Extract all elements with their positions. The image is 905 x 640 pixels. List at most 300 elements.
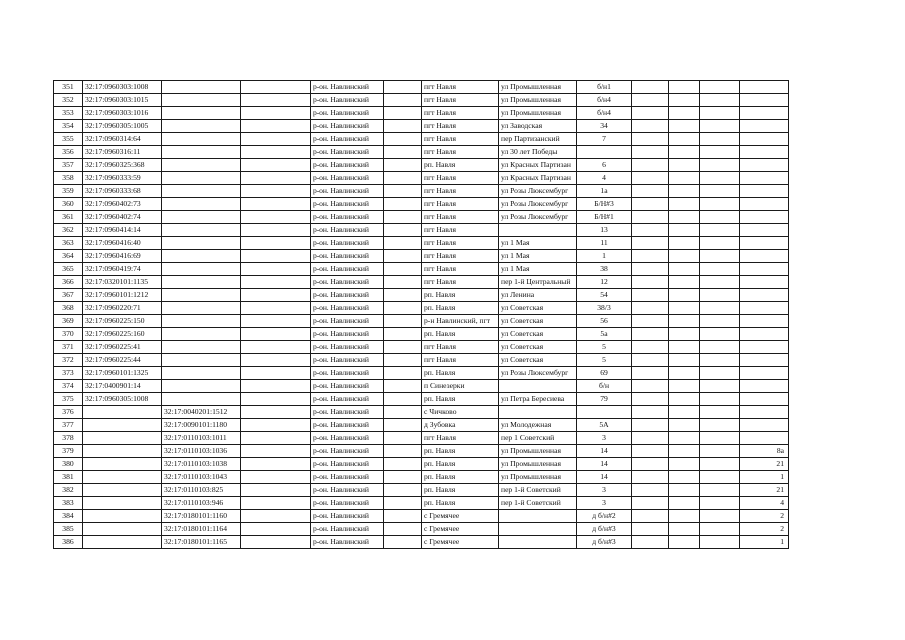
locality-cell: рп. Навля — [422, 497, 499, 510]
empty-cell — [669, 81, 700, 94]
empty-cell — [384, 302, 422, 315]
empty-cell — [241, 367, 311, 380]
house-number-cell: 5а — [577, 328, 632, 341]
empty-cell — [632, 81, 669, 94]
cadastral-number-cell: 32:17:0960314:64 — [83, 133, 162, 146]
row-number-cell: 372 — [54, 354, 83, 367]
apartment-number-cell — [740, 198, 789, 211]
locality-cell: рп. Навля — [422, 393, 499, 406]
row-number-cell: 353 — [54, 107, 83, 120]
district-cell: р-он. Навлинский — [311, 536, 384, 549]
empty-cell — [669, 523, 700, 536]
empty-cell — [384, 172, 422, 185]
cadastral-number-cell — [83, 419, 162, 432]
cadastral-number-alt-cell — [162, 133, 241, 146]
cadastral-number-cell: 32:17:0960333:68 — [83, 185, 162, 198]
empty-cell — [669, 263, 700, 276]
empty-cell — [700, 198, 740, 211]
empty-cell — [384, 94, 422, 107]
apartment-number-cell — [740, 81, 789, 94]
empty-cell — [632, 497, 669, 510]
district-cell: р-он. Навлинский — [311, 432, 384, 445]
apartment-number-cell — [740, 120, 789, 133]
empty-cell — [384, 406, 422, 419]
district-cell: р-он. Навлинский — [311, 302, 384, 315]
empty-cell — [700, 484, 740, 497]
table-row — [54, 432, 789, 445]
table-row — [54, 471, 789, 484]
empty-cell — [384, 458, 422, 471]
locality-cell: пгт Навля — [422, 250, 499, 263]
empty-cell — [700, 107, 740, 120]
empty-cell — [384, 250, 422, 263]
empty-cell — [632, 341, 669, 354]
house-number-cell: б/н4 — [577, 107, 632, 120]
empty-cell — [700, 328, 740, 341]
table-row — [54, 133, 789, 146]
empty-cell — [669, 510, 700, 523]
empty-cell — [669, 107, 700, 120]
empty-cell — [632, 432, 669, 445]
empty-cell — [241, 419, 311, 432]
street-cell: ул 30 лет Победы — [499, 146, 577, 159]
locality-cell: пгт Навля — [422, 94, 499, 107]
house-number-cell: 14 — [577, 471, 632, 484]
apartment-number-cell — [740, 211, 789, 224]
empty-cell — [241, 536, 311, 549]
table-row — [54, 315, 789, 328]
row-number-cell: 355 — [54, 133, 83, 146]
cadastral-number-cell — [83, 445, 162, 458]
street-cell — [499, 380, 577, 393]
cadastral-number-cell: 32:17:0960303:1016 — [83, 107, 162, 120]
empty-cell — [700, 419, 740, 432]
empty-cell — [384, 237, 422, 250]
empty-cell — [384, 445, 422, 458]
cadastral-number-alt-cell — [162, 146, 241, 159]
house-number-cell: 14 — [577, 458, 632, 471]
row-number-cell: 369 — [54, 315, 83, 328]
address-register-sheet — [53, 80, 789, 549]
street-cell: ул Советская — [499, 341, 577, 354]
table-row — [54, 263, 789, 276]
table-row — [54, 159, 789, 172]
empty-cell — [384, 471, 422, 484]
table-row — [54, 237, 789, 250]
locality-cell: рп. Навля — [422, 445, 499, 458]
district-cell: р-он. Навлинский — [311, 315, 384, 328]
empty-cell — [241, 315, 311, 328]
street-cell — [499, 523, 577, 536]
table-body — [54, 81, 789, 549]
apartment-number-cell — [740, 250, 789, 263]
apartment-number-cell — [740, 354, 789, 367]
cadastral-number-alt-cell — [162, 198, 241, 211]
empty-cell — [632, 250, 669, 263]
empty-cell — [632, 523, 669, 536]
empty-cell — [669, 302, 700, 315]
empty-cell — [241, 341, 311, 354]
cadastral-number-alt-cell — [162, 393, 241, 406]
row-number-cell: 361 — [54, 211, 83, 224]
district-cell: р-он. Навлинский — [311, 484, 384, 497]
district-cell: р-он. Навлинский — [311, 172, 384, 185]
row-number-cell: 359 — [54, 185, 83, 198]
street-cell: пер 1-й Советский — [499, 497, 577, 510]
street-cell: ул Промышленная — [499, 471, 577, 484]
empty-cell — [241, 211, 311, 224]
apartment-number-cell: 1 — [740, 536, 789, 549]
locality-cell: пгт Навля — [422, 276, 499, 289]
locality-cell: рп. Навля — [422, 367, 499, 380]
empty-cell — [700, 237, 740, 250]
row-number-cell: 373 — [54, 367, 83, 380]
empty-cell — [700, 146, 740, 159]
cadastral-number-alt-cell: 32:17:0180101:1164 — [162, 523, 241, 536]
cadastral-number-cell: 32:17:0960225:41 — [83, 341, 162, 354]
address-table — [53, 80, 789, 549]
table-row — [54, 380, 789, 393]
house-number-cell: 14 — [577, 445, 632, 458]
cadastral-number-cell: 32:17:0960303:1008 — [83, 81, 162, 94]
empty-cell — [669, 497, 700, 510]
empty-cell — [669, 315, 700, 328]
street-cell: пер 1-й Советский — [499, 484, 577, 497]
cadastral-number-cell: 32:17:0960303:1015 — [83, 94, 162, 107]
house-number-cell: д б/н#3 — [577, 536, 632, 549]
cadastral-number-alt-cell: 32:17:0110103:946 — [162, 497, 241, 510]
empty-cell — [700, 224, 740, 237]
cadastral-number-cell: 32:17:0400901:14 — [83, 380, 162, 393]
empty-cell — [241, 484, 311, 497]
apartment-number-cell — [740, 107, 789, 120]
locality-cell: пгт Навля — [422, 341, 499, 354]
street-cell: ул 1 Мая — [499, 237, 577, 250]
row-number-cell: 383 — [54, 497, 83, 510]
district-cell: р-он. Навлинский — [311, 523, 384, 536]
locality-cell: пгт Навля — [422, 432, 499, 445]
empty-cell — [241, 302, 311, 315]
empty-cell — [700, 380, 740, 393]
empty-cell — [700, 211, 740, 224]
district-cell: р-он. Навлинский — [311, 445, 384, 458]
cadastral-number-alt-cell — [162, 185, 241, 198]
row-number-cell: 370 — [54, 328, 83, 341]
empty-cell — [669, 536, 700, 549]
row-number-cell: 357 — [54, 159, 83, 172]
cadastral-number-cell — [83, 510, 162, 523]
empty-cell — [700, 445, 740, 458]
house-number-cell: 1а — [577, 185, 632, 198]
house-number-cell: 34 — [577, 120, 632, 133]
empty-cell — [632, 380, 669, 393]
street-cell: ул Розы Люксембург — [499, 198, 577, 211]
street-cell: ул Советская — [499, 302, 577, 315]
empty-cell — [241, 445, 311, 458]
street-cell: ул Промышленная — [499, 81, 577, 94]
table-row — [54, 354, 789, 367]
empty-cell — [669, 289, 700, 302]
cadastral-number-alt-cell — [162, 237, 241, 250]
locality-cell: с Гремячее — [422, 523, 499, 536]
empty-cell — [700, 289, 740, 302]
empty-cell — [632, 510, 669, 523]
table-row — [54, 393, 789, 406]
empty-cell — [669, 250, 700, 263]
apartment-number-cell — [740, 185, 789, 198]
row-number-cell: 354 — [54, 120, 83, 133]
empty-cell — [241, 250, 311, 263]
empty-cell — [669, 484, 700, 497]
empty-cell — [700, 393, 740, 406]
district-cell: р-он. Навлинский — [311, 406, 384, 419]
table-row — [54, 276, 789, 289]
empty-cell — [669, 198, 700, 211]
empty-cell — [632, 263, 669, 276]
empty-cell — [700, 497, 740, 510]
empty-cell — [632, 393, 669, 406]
apartment-number-cell — [740, 159, 789, 172]
district-cell: р-он. Навлинский — [311, 237, 384, 250]
cadastral-number-alt-cell — [162, 302, 241, 315]
cadastral-number-cell: 32:17:0960316:11 — [83, 146, 162, 159]
cadastral-number-alt-cell — [162, 315, 241, 328]
table-row — [54, 445, 789, 458]
street-cell: пер 1 Советский — [499, 432, 577, 445]
locality-cell: с Гремячее — [422, 536, 499, 549]
empty-cell — [241, 107, 311, 120]
locality-cell: пгт Навля — [422, 172, 499, 185]
empty-cell — [700, 159, 740, 172]
cadastral-number-cell — [83, 484, 162, 497]
row-number-cell: 386 — [54, 536, 83, 549]
district-cell: р-он. Навлинский — [311, 159, 384, 172]
empty-cell — [669, 432, 700, 445]
row-number-cell: 356 — [54, 146, 83, 159]
empty-cell — [384, 211, 422, 224]
row-number-cell: 367 — [54, 289, 83, 302]
district-cell: р-он. Навлинский — [311, 419, 384, 432]
house-number-cell: 79 — [577, 393, 632, 406]
empty-cell — [241, 328, 311, 341]
cadastral-number-alt-cell: 32:17:0110103:1036 — [162, 445, 241, 458]
cadastral-number-cell — [83, 497, 162, 510]
empty-cell — [384, 328, 422, 341]
table-row — [54, 81, 789, 94]
empty-cell — [700, 81, 740, 94]
cadastral-number-alt-cell: 32:17:0180101:1160 — [162, 510, 241, 523]
cadastral-number-cell: 32:17:0960414:14 — [83, 224, 162, 237]
empty-cell — [700, 458, 740, 471]
cadastral-number-cell: 32:17:0960225:160 — [83, 328, 162, 341]
row-number-cell: 371 — [54, 341, 83, 354]
locality-cell: рп. Навля — [422, 302, 499, 315]
empty-cell — [632, 445, 669, 458]
empty-cell — [241, 393, 311, 406]
apartment-number-cell — [740, 263, 789, 276]
table-row — [54, 458, 789, 471]
cadastral-number-cell: 32:17:0960416:69 — [83, 250, 162, 263]
table-row — [54, 211, 789, 224]
cadastral-number-alt-cell — [162, 81, 241, 94]
empty-cell — [241, 172, 311, 185]
empty-cell — [384, 81, 422, 94]
apartment-number-cell: 4 — [740, 497, 789, 510]
table-row — [54, 497, 789, 510]
empty-cell — [632, 159, 669, 172]
street-cell: ул Красных Партизан — [499, 172, 577, 185]
locality-cell: пгт Навля — [422, 120, 499, 133]
empty-cell — [700, 276, 740, 289]
empty-cell — [632, 237, 669, 250]
empty-cell — [632, 133, 669, 146]
cadastral-number-alt-cell: 32:17:0090101:1180 — [162, 419, 241, 432]
district-cell: р-он. Навлинский — [311, 510, 384, 523]
table-row — [54, 302, 789, 315]
street-cell: ул Заводская — [499, 120, 577, 133]
row-number-cell: 368 — [54, 302, 83, 315]
empty-cell — [384, 497, 422, 510]
empty-cell — [241, 120, 311, 133]
district-cell: р-он. Навлинский — [311, 107, 384, 120]
empty-cell — [700, 133, 740, 146]
empty-cell — [241, 263, 311, 276]
apartment-number-cell: 8а — [740, 445, 789, 458]
empty-cell — [241, 354, 311, 367]
street-cell: ул Советская — [499, 354, 577, 367]
cadastral-number-cell — [83, 523, 162, 536]
empty-cell — [669, 211, 700, 224]
cadastral-number-cell: 32:17:0960419:74 — [83, 263, 162, 276]
locality-cell: с Гремячее — [422, 510, 499, 523]
row-number-cell: 364 — [54, 250, 83, 263]
house-number-cell: Б/Н#1 — [577, 211, 632, 224]
empty-cell — [632, 107, 669, 120]
district-cell: р-он. Навлинский — [311, 367, 384, 380]
cadastral-number-cell: 32:17:0960101:1212 — [83, 289, 162, 302]
apartment-number-cell — [740, 276, 789, 289]
empty-cell — [384, 354, 422, 367]
empty-cell — [700, 172, 740, 185]
locality-cell: пгт Навля — [422, 237, 499, 250]
table-row — [54, 94, 789, 107]
apartment-number-cell — [740, 328, 789, 341]
table-row — [54, 328, 789, 341]
house-number-cell: 5А — [577, 419, 632, 432]
locality-cell: пгт Навля — [422, 224, 499, 237]
empty-cell — [241, 81, 311, 94]
empty-cell — [241, 523, 311, 536]
district-cell: р-он. Навлинский — [311, 354, 384, 367]
row-number-cell: 362 — [54, 224, 83, 237]
locality-cell: п Синезерки — [422, 380, 499, 393]
empty-cell — [632, 211, 669, 224]
empty-cell — [384, 133, 422, 146]
street-cell: ул Промышленная — [499, 458, 577, 471]
locality-cell: пгт Навля — [422, 211, 499, 224]
row-number-cell: 377 — [54, 419, 83, 432]
empty-cell — [700, 302, 740, 315]
row-number-cell: 351 — [54, 81, 83, 94]
row-number-cell: 376 — [54, 406, 83, 419]
row-number-cell: 358 — [54, 172, 83, 185]
house-number-cell: 3 — [577, 497, 632, 510]
row-number-cell: 360 — [54, 198, 83, 211]
apartment-number-cell — [740, 172, 789, 185]
street-cell: ул Розы Люксембург — [499, 185, 577, 198]
district-cell: р-он. Навлинский — [311, 250, 384, 263]
row-number-cell: 366 — [54, 276, 83, 289]
empty-cell — [241, 185, 311, 198]
empty-cell — [384, 263, 422, 276]
district-cell: р-он. Навлинский — [311, 471, 384, 484]
locality-cell: рп. Навля — [422, 328, 499, 341]
table-row — [54, 536, 789, 549]
street-cell: ул Промышленная — [499, 107, 577, 120]
empty-cell — [384, 536, 422, 549]
empty-cell — [669, 380, 700, 393]
empty-cell — [700, 406, 740, 419]
empty-cell — [669, 185, 700, 198]
apartment-number-cell — [740, 146, 789, 159]
empty-cell — [669, 94, 700, 107]
empty-cell — [384, 393, 422, 406]
table-row — [54, 107, 789, 120]
cadastral-number-alt-cell — [162, 367, 241, 380]
cadastral-number-alt-cell — [162, 354, 241, 367]
cadastral-number-alt-cell — [162, 120, 241, 133]
empty-cell — [669, 276, 700, 289]
empty-cell — [669, 367, 700, 380]
street-cell: ул Ленина — [499, 289, 577, 302]
empty-cell — [700, 120, 740, 133]
house-number-cell: 38 — [577, 263, 632, 276]
row-number-cell: 381 — [54, 471, 83, 484]
street-cell: пер Партизанский — [499, 133, 577, 146]
cadastral-number-cell — [83, 458, 162, 471]
empty-cell — [632, 224, 669, 237]
cadastral-number-alt-cell — [162, 224, 241, 237]
cadastral-number-cell — [83, 432, 162, 445]
house-number-cell: 5 — [577, 341, 632, 354]
empty-cell — [384, 198, 422, 211]
locality-cell: пгт Навля — [422, 263, 499, 276]
house-number-cell: 3 — [577, 484, 632, 497]
district-cell: р-он. Навлинский — [311, 276, 384, 289]
district-cell: р-он. Навлинский — [311, 133, 384, 146]
locality-cell: пгт Навля — [422, 198, 499, 211]
row-number-cell: 385 — [54, 523, 83, 536]
cadastral-number-cell: 32:17:0960220:71 — [83, 302, 162, 315]
table-row — [54, 172, 789, 185]
empty-cell — [632, 484, 669, 497]
row-number-cell: 380 — [54, 458, 83, 471]
district-cell: р-он. Навлинский — [311, 263, 384, 276]
locality-cell: рп. Навля — [422, 484, 499, 497]
row-number-cell: 379 — [54, 445, 83, 458]
house-number-cell: 5 — [577, 354, 632, 367]
street-cell: ул Советская — [499, 328, 577, 341]
apartment-number-cell — [740, 341, 789, 354]
empty-cell — [632, 302, 669, 315]
street-cell: ул 1 Мая — [499, 250, 577, 263]
empty-cell — [632, 406, 669, 419]
street-cell: ул Петра Бересиева — [499, 393, 577, 406]
cadastral-number-cell — [83, 536, 162, 549]
cadastral-number-cell: 32:17:0960416:40 — [83, 237, 162, 250]
empty-cell — [384, 120, 422, 133]
empty-cell — [632, 146, 669, 159]
